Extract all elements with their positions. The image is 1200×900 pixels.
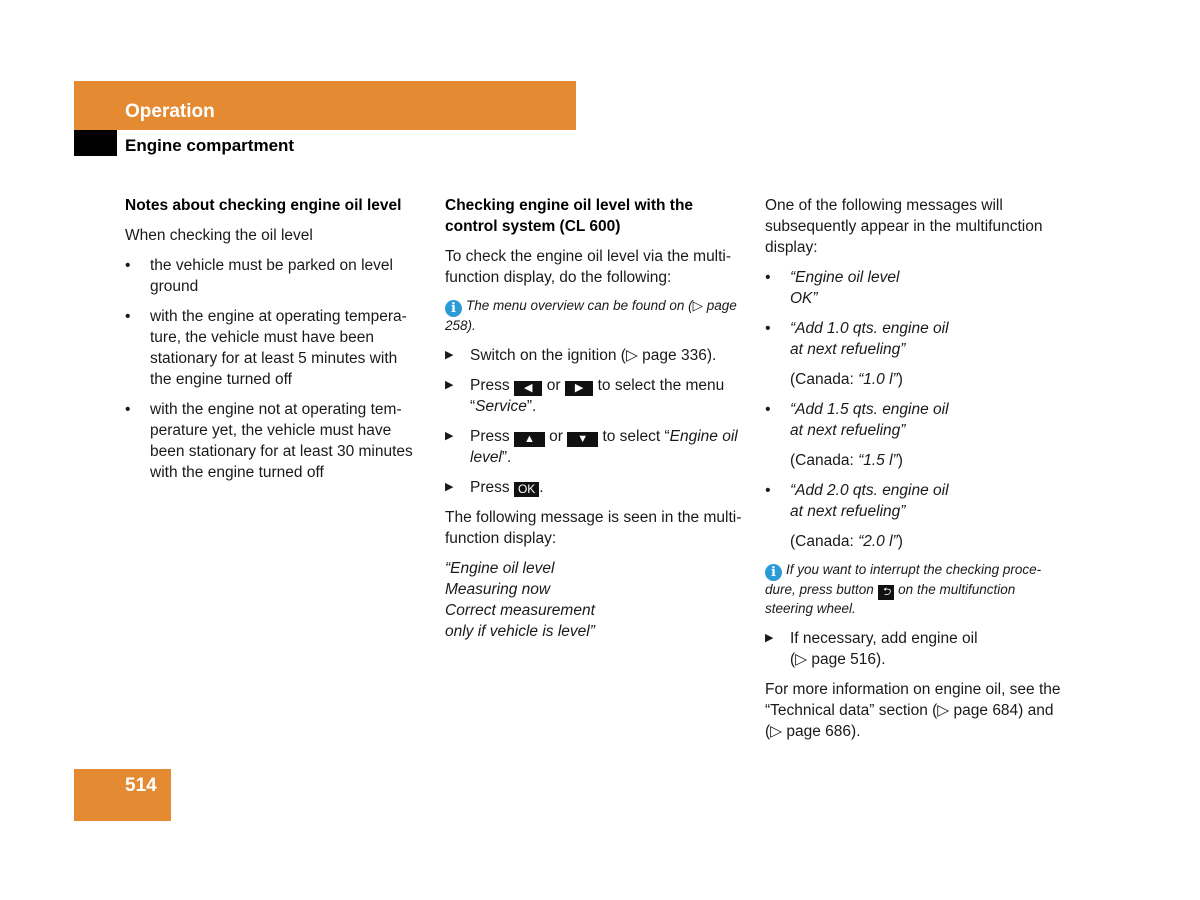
left-key-icon: ◀: [514, 381, 542, 396]
bullet-icon: •: [765, 401, 771, 418]
ok-key-icon: OK: [514, 482, 539, 497]
info-note: i If you want to interrupt the checking proce-dure, press button ⮌ on the multifunction steering wheel.: [765, 562, 1042, 616]
step-item: ▶ If necessary, add engine oil (▷ page 516).: [765, 629, 978, 668]
check-heading: Checking engine oil level with the control system (CL 600): [445, 197, 694, 235]
list-item: • “Add 2.0 qts. engine oil at next refueling”: [765, 482, 949, 520]
info-note: i The menu overview can be found on (▷ page 258).: [445, 298, 737, 333]
info-icon: i: [765, 564, 782, 581]
message-intro: The following message is seen in the multi-function display:: [445, 508, 742, 547]
display-message: “Engine oil level Measuring now Correct measurement only if vehicle is level”: [445, 559, 595, 640]
arrow-icon: ▶: [445, 378, 454, 391]
list-item: • “Add 1.5 qts. engine oil at next refueling”: [765, 401, 949, 439]
list-item: • with the engine not at operating tem-perature yet, the vehicle must have been stationary for at least 30 minutes with the engine turned off: [125, 401, 413, 481]
bullet-icon: •: [125, 308, 131, 325]
column-3: [765, 195, 1067, 751]
step-item: ▶ Switch on the ignition (▷ page 336).: [445, 346, 717, 364]
list-item: • “Add 1.0 qts. engine oil at next refueling”: [765, 320, 949, 358]
canada-value: (Canada: “2.0 l”): [790, 533, 903, 550]
notes-heading: Notes about checking engine oil level: [125, 197, 402, 214]
page-number: 514: [125, 775, 157, 796]
subsection-title: Engine compartment: [125, 136, 295, 155]
list-item: • the vehicle must be parked on level ground: [125, 257, 393, 295]
step-item: ▶ Press OK .: [445, 478, 544, 496]
step-item: ▶ Press ▲ or ▼ to select “Engine oil level”.: [445, 427, 738, 466]
step-item: ▶ Press ◀ or ▶ to select the menu “Service”.: [445, 376, 725, 415]
more-info: For more information on engine oil, see the “Technical data” section (▷ page 684) and (▷ page 686).: [765, 680, 1061, 740]
arrow-icon: ▶: [765, 631, 774, 644]
back-button-icon: ⮌: [878, 585, 895, 600]
canada-value: (Canada: “1.5 l”): [790, 452, 903, 469]
bullet-icon: •: [125, 257, 131, 274]
info-icon: i: [445, 300, 462, 317]
bullet-icon: •: [765, 269, 771, 286]
arrow-icon: ▶: [445, 429, 454, 442]
subsection-marker: [74, 130, 117, 156]
check-intro: To check the engine oil level via the multi-function display, do the following:: [445, 248, 732, 286]
right-key-icon: ▶: [565, 381, 593, 396]
bullet-icon: •: [125, 401, 131, 418]
bullet-icon: •: [765, 482, 771, 499]
column-1: [125, 195, 423, 492]
canada-value: (Canada: “1.0 l”): [790, 371, 903, 388]
arrow-icon: ▶: [445, 348, 454, 361]
section-title: Operation: [125, 101, 215, 122]
list-item: • with the engine at operating tempera-ture, the vehicle must have been stationary for at least 5 minutes with the engine turned off: [125, 308, 407, 388]
list-item: • “Engine oil level OK”: [765, 269, 900, 307]
bullet-icon: •: [765, 320, 771, 337]
down-key-icon: ▼: [567, 432, 598, 447]
column-2: [445, 195, 747, 651]
up-key-icon: ▲: [514, 432, 545, 447]
arrow-icon: ▶: [445, 480, 454, 493]
notes-intro: When checking the oil level: [125, 227, 313, 244]
messages-intro: One of the following messages will subsequently appear in the multifunction display:: [765, 197, 1043, 256]
